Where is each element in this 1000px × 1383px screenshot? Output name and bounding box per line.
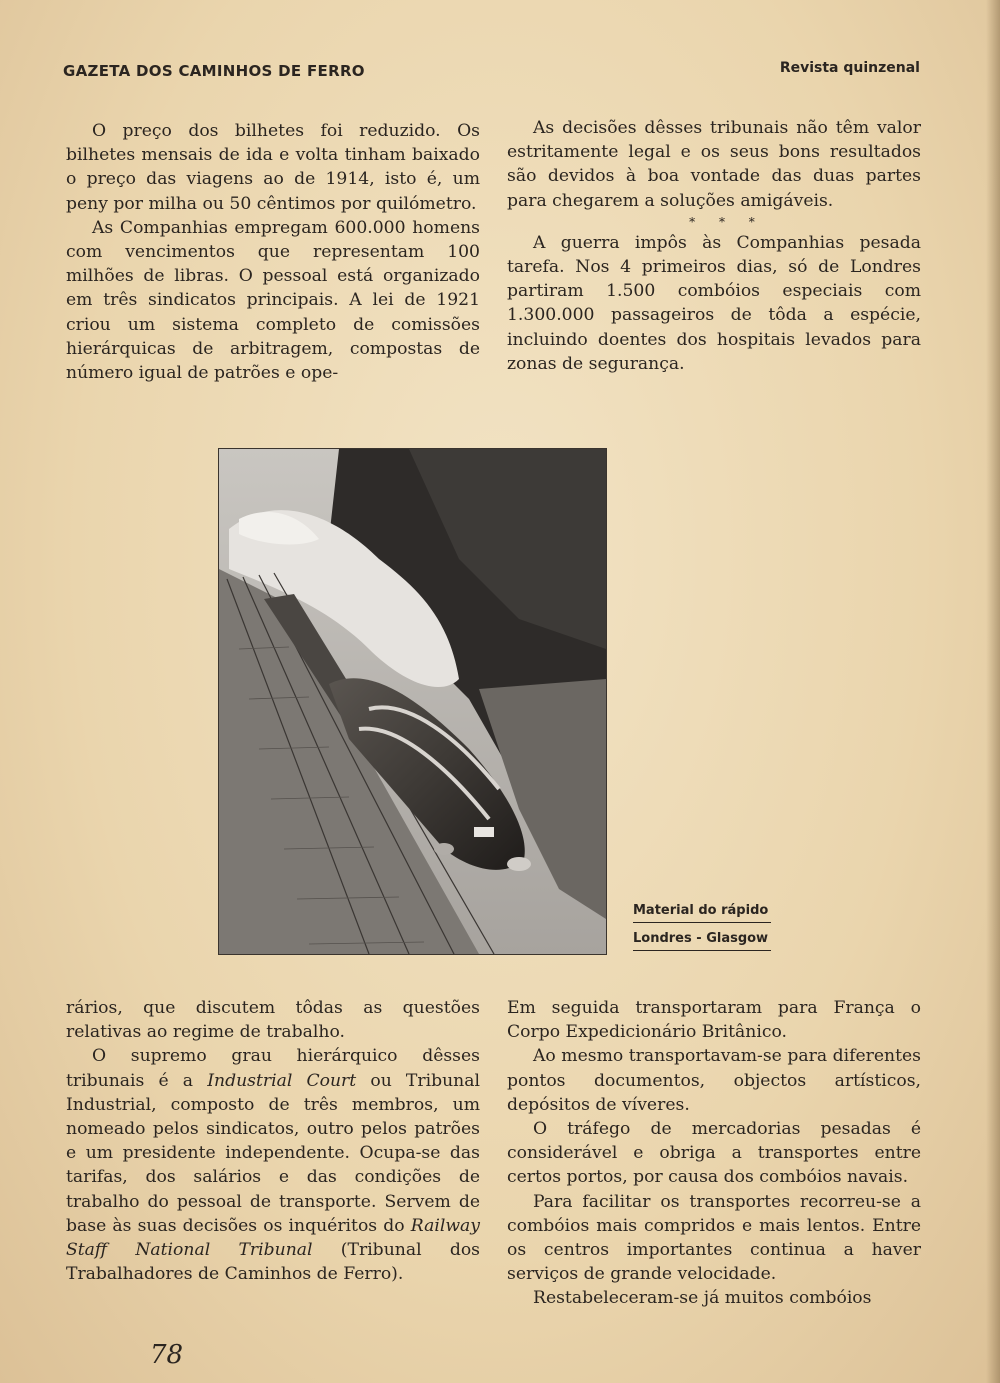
paragraph: Em seguida transportaram para França o Corpo Expedicionário Britânico.	[507, 998, 921, 1043]
publication-title: GAZETA DOS CAMINHOS DE FERRO	[63, 62, 365, 80]
column-top-right	[507, 116, 921, 376]
paragraph: Ao mesmo transportavam-se para diferentes pontos documentos, objectos artísticos, depósitos de víveres.	[507, 1046, 921, 1115]
paragraph: rários, que discutem tôdas as questões relativas ao regime de trabalho.	[66, 998, 480, 1043]
italic-term: Railway Staff National Tribunal	[66, 1215, 480, 1261]
page-edge	[986, 0, 1000, 1383]
paragraph: A guerra impôs às Companhias pesada tarefa. Nos 4 primeiros dias, só de Londres partiram 1.500 combóios especiais com 1.300.000 passageiros de tôda a espécie, incluindo doentes dos hospitais levados para zonas de segurança.	[507, 232, 921, 374]
column-bottom-left	[66, 996, 480, 1286]
column-top-left	[66, 119, 480, 385]
paragraph: Restabeleceram-se já muitos combóios	[533, 1288, 872, 1309]
page-number: 78	[150, 1340, 184, 1370]
text-run: (Tribunal dos Trabalhadores de Caminhos de Ferro).	[66, 1240, 480, 1285]
photo-caption	[633, 900, 771, 956]
paragraph: O preço dos bilhetes foi reduzido. Os bilhetes mensais de ida e volta tinham baixado o preço das viagens ao de 1914, isto é, um peny por milha ou 50 cêntimos por quilómetro.	[66, 121, 480, 214]
text-run: O supremo grau hierárquico dêsses tribunais é a	[66, 1046, 480, 1091]
italic-term: Industrial Court	[207, 1070, 357, 1091]
caption-line: Londres - Glasgow	[633, 928, 771, 951]
caption-line: Material do rápido	[633, 900, 771, 923]
train-photo	[218, 448, 607, 955]
paragraph: O tráfego de mercadorias pesadas é considerável e obriga a transportes entre certos portos, por causa dos combóios navais.	[507, 1119, 921, 1188]
section-separator: * * *	[689, 214, 765, 229]
paragraph	[66, 1044, 480, 1286]
paragraph: Para facilitar os transportes recorreu-se a combóios mais compridos e mais lentos. Entre os centros importantes continua a haver serviços de grande velocidade.	[507, 1191, 921, 1285]
paragraph: As decisões dêsses tribunais não têm valor estritamente legal e os seus bons resultados são devidos à boa vontade das duas partes para chegarem a soluções amigáveis.	[507, 118, 921, 211]
publication-subtitle: Revista quinzenal	[779, 60, 920, 76]
paragraph: As Companhias empregam 600.000 homens com vencimentos que representam 100 milhões de libras. O pessoal está organizado em três sindicatos principais. A lei de 1921 criou um sistema completo de comissões hierárquicas de arbitragem, compostas de número igual de patrões e ope-	[66, 217, 480, 384]
text-run: ou Tribunal Industrial, composto de três membros, um nomeado pelos sindicatos, outro pelos patrões e um presidente independente. Ocupa-se das tarifas, dos salários e das condições de trabalho do pessoal de transporte. Servem de base às suas decisões os inquéritos do	[66, 1070, 480, 1236]
column-bottom-right	[507, 996, 921, 1311]
